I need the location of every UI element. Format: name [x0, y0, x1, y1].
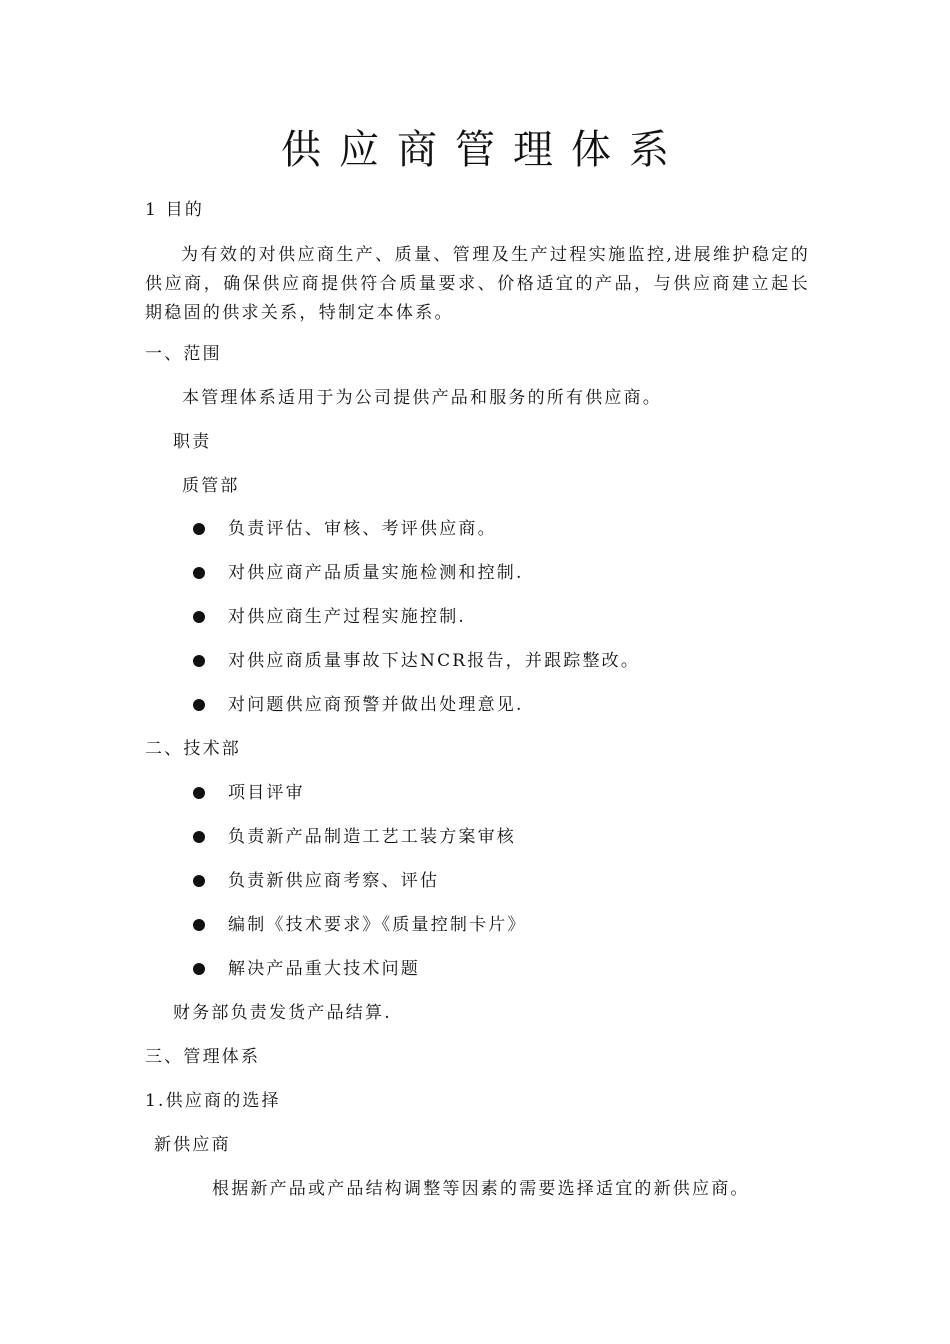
new-supplier-heading: 新供应商	[154, 1135, 231, 1155]
list-item	[193, 606, 466, 628]
tech-dept-heading: 二、技术部	[145, 739, 241, 759]
finance-dept-line: 财务部负责发货产品结算.	[173, 1003, 392, 1023]
list-item-text: 项目评审	[228, 783, 305, 803]
bullet-icon	[193, 875, 205, 887]
list-item	[193, 914, 527, 936]
list-item-text: 对供应商产品质量实施检测和控制.	[228, 563, 524, 583]
list-item-text: 负责新产品制造工艺工装方案审核	[228, 827, 516, 847]
purpose-body: 为有效的对供应商生产、质量、管理及生产过程实施监控,进展维护稳定的供应商，确保供应商提供符合质量要求、价格适宜的产品，与供应商建立起长期稳固的供求关系，特制定本体系。	[145, 245, 810, 323]
list-item	[193, 694, 524, 716]
list-item	[193, 782, 305, 804]
list-item	[193, 826, 516, 848]
list-item-text: 编制《技术要求》《质量控制卡片》	[228, 915, 527, 935]
list-item	[193, 562, 524, 584]
quality-dept-heading: 质管部	[182, 476, 240, 496]
list-item	[193, 650, 640, 672]
responsibilities-heading: 职责	[173, 432, 212, 452]
list-item	[193, 518, 497, 540]
bullet-icon	[193, 919, 205, 931]
list-item-text: 对供应商质量事故下达NCR报告，并跟踪整改。	[228, 651, 641, 671]
list-item	[193, 958, 420, 980]
list-item-text: 对供应商生产过程实施控制.	[228, 607, 467, 627]
list-item	[193, 870, 439, 892]
bullet-icon	[193, 611, 205, 623]
bullet-icon	[193, 699, 205, 711]
system-heading: 三、管理体系	[145, 1047, 261, 1067]
bullet-icon	[193, 567, 205, 579]
document-title: 供应商管理体系	[281, 127, 687, 173]
list-item-text: 解决产品重大技术问题	[228, 959, 420, 979]
scope-body: 本管理体系适用于为公司提供产品和服务的所有供应商。	[182, 388, 662, 408]
bullet-icon	[193, 831, 205, 843]
list-item-text: 对问题供应商预警并做出处理意见.	[228, 695, 524, 715]
bullet-icon	[193, 787, 205, 799]
scope-heading: 一、范围	[145, 344, 222, 364]
new-supplier-body: 根据新产品或产品结构调整等因素的需要选择适宜的新供应商。	[212, 1179, 750, 1199]
supplier-selection-heading: 1.供应商的选择	[145, 1091, 281, 1111]
purpose-heading: 1 目的	[145, 200, 205, 220]
list-item-text: 负责评估、审核、考评供应商。	[228, 519, 497, 539]
bullet-icon	[193, 523, 205, 535]
bullet-icon	[193, 655, 205, 667]
bullet-icon	[193, 963, 205, 975]
list-item-text: 负责新供应商考察、评估	[228, 871, 440, 891]
